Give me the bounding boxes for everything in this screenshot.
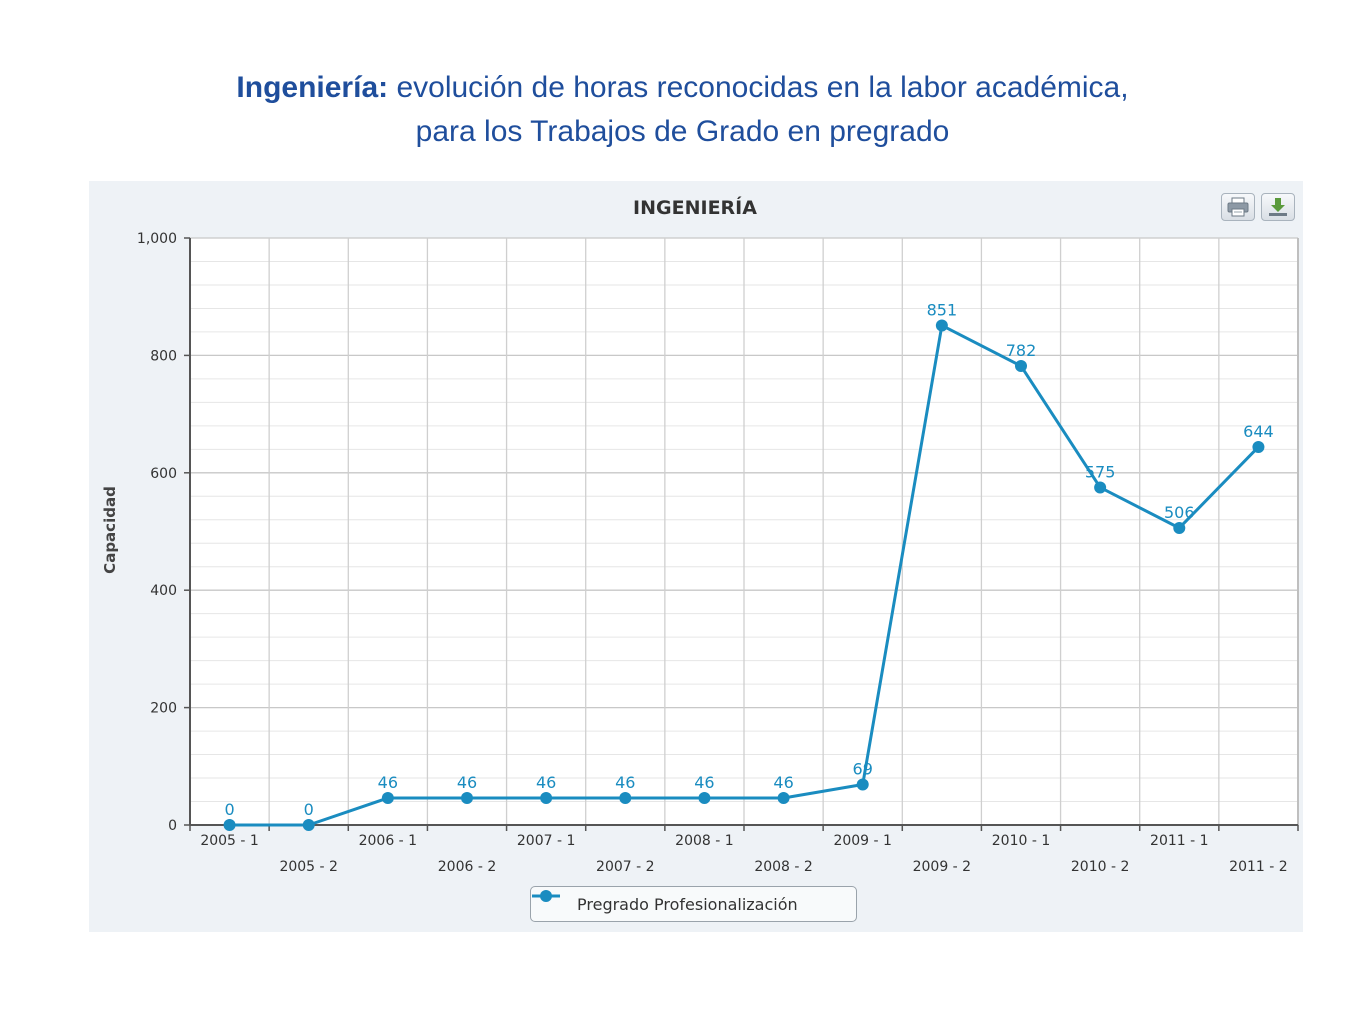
- x-tick-label: 2006 - 2: [437, 859, 497, 875]
- data-point: [540, 792, 552, 804]
- data-label: 506: [1164, 502, 1195, 522]
- data-label: 644: [1243, 421, 1274, 441]
- data-label: 851: [926, 300, 958, 320]
- data-label: 46: [456, 772, 478, 792]
- data-label: 782: [1005, 340, 1037, 360]
- data-point: [382, 792, 394, 804]
- chart-panel: [89, 181, 1303, 932]
- data-point: [1252, 441, 1264, 453]
- data-label: 0: [224, 800, 235, 819]
- slide-title-rest: evolución de horas reconocidas en la labor académica,: [388, 71, 1129, 104]
- data-point: [1094, 481, 1106, 493]
- data-point: [1173, 522, 1185, 534]
- slide-title-line-1: [0, 66, 1365, 110]
- y-tick-label: 0: [168, 818, 177, 834]
- data-point: [857, 778, 869, 790]
- data-point: [936, 319, 948, 331]
- grid-lines: [190, 238, 1298, 825]
- data-label: 0: [303, 800, 314, 819]
- y-tick-label: 1,000: [136, 231, 177, 247]
- x-tick-label: 2011 - 1: [1150, 833, 1209, 849]
- y-tick-label: 400: [150, 583, 177, 600]
- data-point: [778, 792, 790, 804]
- legend-series-marker: [531, 887, 561, 905]
- x-tick-label: 2011 - 2: [1229, 859, 1288, 875]
- slide-title-strong: Ingeniería:: [236, 71, 389, 104]
- data-label: 46: [694, 772, 715, 792]
- x-tick-label: 2009 - 2: [912, 859, 972, 875]
- data-point: [698, 792, 710, 804]
- x-tick-label: 2010 - 2: [1070, 859, 1130, 875]
- data-label: 46: [615, 772, 636, 792]
- data-point: [461, 792, 473, 804]
- data-point: [224, 819, 236, 831]
- download-icon: [1262, 194, 1294, 220]
- data-label: 46: [377, 772, 399, 792]
- y-tick-label: 600: [150, 465, 177, 482]
- data-label: 46: [535, 772, 557, 792]
- x-tick-label: 2006 - 1: [358, 833, 418, 849]
- x-tick-label: 2010 - 1: [991, 833, 1051, 849]
- x-tick-label: 2005 - 2: [279, 859, 338, 875]
- data-label: 69: [852, 759, 873, 779]
- chart-legend[interactable]: [530, 886, 857, 922]
- x-tick-label: 2007 - 2: [596, 859, 655, 875]
- y-axis-title: Capacidad: [101, 486, 119, 574]
- chart-title: INGENIERÍA: [633, 197, 757, 219]
- y-tick-label: 200: [150, 700, 177, 717]
- legend-series-label: Pregrado Profesionalización: [577, 895, 798, 914]
- x-tick-label: 2008 - 2: [754, 859, 813, 875]
- x-tick-label: 2009 - 1: [833, 833, 892, 849]
- export-button[interactable]: [1261, 193, 1295, 221]
- x-tick-label: 2008 - 1: [675, 833, 734, 849]
- data-label: 575: [1084, 462, 1116, 482]
- print-button[interactable]: [1221, 193, 1255, 221]
- line-chart: [89, 181, 1303, 932]
- slide-title-line-2: para los Trabajos de Grado en pregrado: [415, 115, 950, 148]
- x-tick-label: 2005 - 1: [200, 833, 259, 849]
- data-point: [303, 819, 315, 831]
- x-tick-label: 2007 - 1: [516, 833, 576, 849]
- y-tick-label: 800: [150, 348, 177, 365]
- slide-title: [0, 66, 1365, 154]
- printer-icon: [1222, 194, 1254, 220]
- data-point: [619, 792, 631, 804]
- data-label: 46: [773, 772, 794, 792]
- data-point: [1015, 360, 1027, 372]
